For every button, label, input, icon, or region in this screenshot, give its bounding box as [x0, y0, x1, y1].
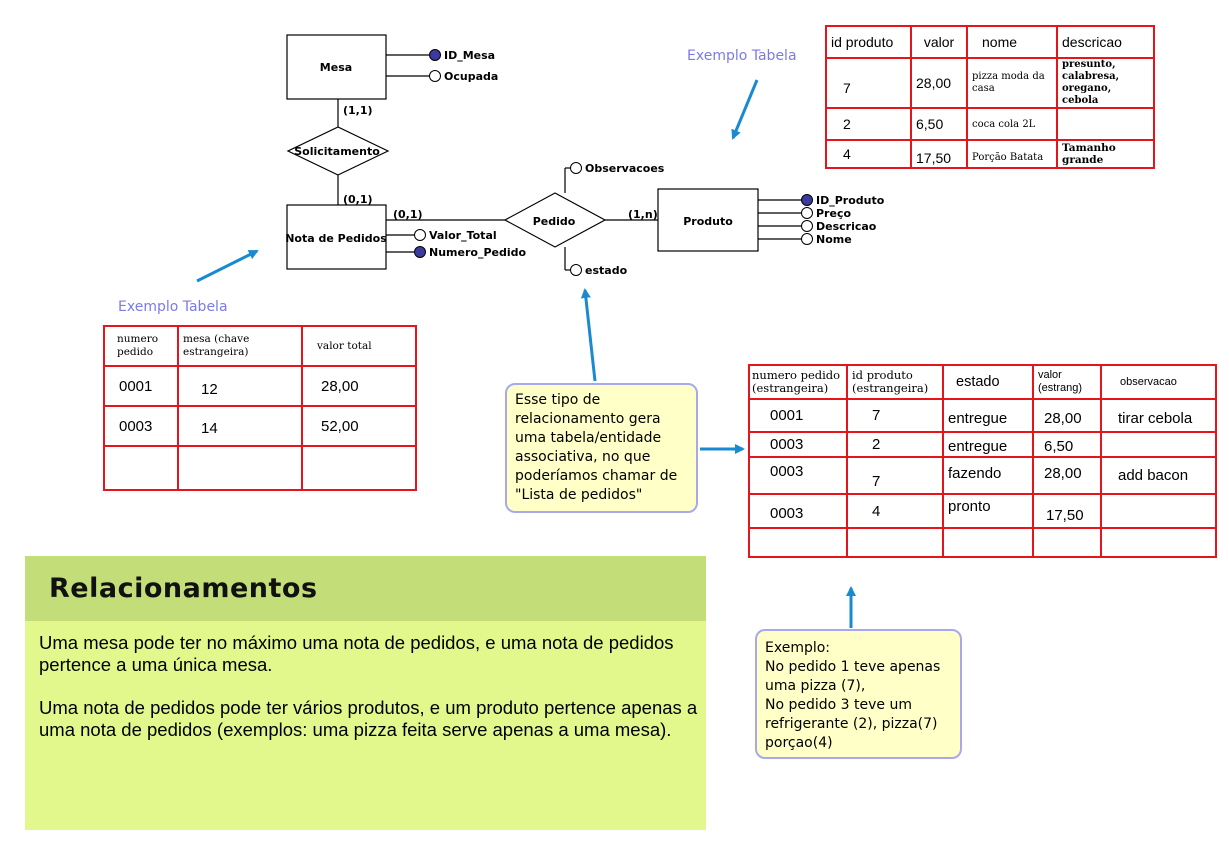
table-cell: pizza moda da casa [967, 58, 1057, 108]
table-cell: 14 [178, 406, 302, 446]
header-cell: id produto (estrangeira) [847, 365, 943, 399]
table-cell: 28,00 [1033, 457, 1101, 494]
table-header-row [749, 365, 1216, 399]
cardinality-nota-pedido: (0,1) [393, 208, 423, 221]
arrow-icon [585, 290, 595, 381]
table-cell: 28,00 [302, 366, 416, 406]
arrow-icon [197, 251, 257, 281]
table-row [749, 494, 1216, 528]
cardinality-mesa: (1,1) [343, 104, 373, 117]
cardinality-nota-solicitamento: (0,1) [343, 193, 373, 206]
attr-icon [802, 221, 813, 232]
table-cell: Porção Batata [967, 140, 1057, 168]
relationship-pedido-label: Pedido [532, 215, 576, 228]
header-cell: observacao [1101, 365, 1216, 399]
table-header-row [104, 326, 416, 366]
relacionamentos-panel [25, 556, 706, 830]
key-attr-icon [430, 50, 441, 61]
table-cell: 28,00 [1033, 399, 1101, 432]
table-cell: 0001 [104, 366, 178, 406]
attr-icon [571, 163, 582, 174]
table-cell: 17,50 [1033, 494, 1101, 528]
table-cell: 7 [847, 457, 943, 494]
note-exemplo: Exemplo: No pedido 1 teve apenas uma pizza (7), No pedido 3 teve um refrigerante (2), pizza(7) porçao(4) [755, 629, 962, 759]
attr-nome: Nome [816, 233, 852, 246]
table-cell: entregue [943, 432, 1033, 457]
attr-icon [802, 234, 813, 245]
note-associativa: Esse tipo de relacionamento gera uma tabela/entidade associativa, no que poderíamos chamar de "Lista de pedidos" [505, 383, 698, 513]
table-cell [1101, 432, 1216, 457]
attr-icon [430, 71, 441, 82]
attr-ocupada: Ocupada [444, 70, 499, 83]
key-attr-icon [802, 195, 813, 206]
table-row [826, 140, 1154, 168]
attr-observacoes: Observacoes [585, 162, 665, 175]
lista-pedidos-table [748, 364, 1217, 558]
table-cell: 6,50 [911, 108, 967, 140]
key-attr-icon [415, 247, 426, 258]
relacionamentos-title: Relacionamentos [49, 573, 318, 604]
table-row [826, 58, 1154, 108]
nota-table [103, 325, 417, 491]
header-cell: descricao [1057, 26, 1154, 58]
attr-icon [571, 265, 582, 276]
relacionamentos-paragraph-1: Uma mesa pode ter no máximo uma nota de pedidos, e uma nota de pedidos pertence a uma única mesa. [39, 632, 674, 675]
attr-preco: Preço [816, 207, 852, 220]
attr-numero-pedido: Numero_Pedido [429, 246, 527, 259]
table-row [826, 108, 1154, 140]
table-cell: tirar cebola [1101, 399, 1216, 432]
header-cell: valor total [302, 326, 416, 366]
table-cell: 6,50 [1033, 432, 1101, 457]
table-cell: 0003 [749, 457, 847, 494]
table-cell [1057, 108, 1154, 140]
table-cell: 12 [178, 366, 302, 406]
table-cell: 0003 [104, 406, 178, 446]
entity-nota-label: Nota de Pedidos [285, 232, 387, 245]
header-cell: numero pedido [104, 326, 178, 366]
exemplo-tabela-label-top: Exemplo Tabela [687, 48, 797, 64]
table-row [104, 366, 416, 406]
produto-table [825, 25, 1155, 169]
table-cell: 2 [847, 432, 943, 457]
table-cell: entregue [943, 399, 1033, 432]
header-cell: valor [911, 26, 967, 58]
table-row [104, 406, 416, 446]
table-cell: add bacon [1101, 457, 1216, 494]
relacionamentos-header [25, 556, 706, 621]
table-row-empty [749, 528, 1216, 557]
table-cell: coca cola 2L [967, 108, 1057, 140]
table-cell: fazendo [943, 457, 1033, 494]
header-cell: valor (estrang) [1033, 365, 1101, 399]
attr-icon [802, 208, 813, 219]
table-header-row [826, 26, 1154, 58]
header-cell: estado [943, 365, 1033, 399]
entity-produto-label: Produto [683, 215, 733, 228]
entity-mesa-label: Mesa [319, 61, 353, 74]
attr-id-mesa: ID_Mesa [444, 49, 496, 62]
table-cell: 7 [826, 58, 911, 108]
table-cell: 28,00 [911, 58, 967, 108]
attr-descricao: Descricao [816, 220, 877, 233]
header-cell: nome [967, 26, 1057, 58]
table-cell: Tamanho grande [1057, 140, 1154, 168]
arrow-icon [733, 80, 757, 138]
table-cell: 7 [847, 399, 943, 432]
table-cell [1101, 494, 1216, 528]
attr-estado: estado [585, 264, 628, 277]
table-cell: 4 [847, 494, 943, 528]
cardinality-produto: (1,n) [628, 208, 658, 221]
relacionamentos-paragraph-2: Uma nota de pedidos pode ter vários produtos, e um produto pertence apenas a uma nota de pedidos (exemplos: uma pizza feita serve apenas a uma mesa). [39, 697, 698, 740]
table-cell: 4 [826, 140, 911, 168]
header-cell: numero pedido (estrangeira) [749, 365, 847, 399]
relationship-solicitamento-label: Solicitamento [294, 145, 380, 158]
table-row [749, 457, 1216, 494]
table-cell: pronto [943, 494, 1033, 528]
header-cell: mesa (chave estrangeira) [178, 326, 302, 366]
attr-valor-total: Valor_Total [429, 229, 497, 242]
attr-id-produto: ID_Produto [816, 194, 885, 207]
table-row-empty [104, 446, 416, 490]
table-cell: 0003 [749, 432, 847, 457]
table-row [749, 432, 1216, 457]
table-cell: 2 [826, 108, 911, 140]
table-cell: 17,50 [911, 140, 967, 168]
attr-icon [415, 230, 426, 241]
exemplo-tabela-label-left: Exemplo Tabela [118, 299, 228, 315]
table-cell: presunto, calabresa, oregano, cebola [1057, 58, 1154, 108]
table-cell: 0003 [749, 494, 847, 528]
table-cell: 52,00 [302, 406, 416, 446]
table-row [749, 399, 1216, 432]
header-cell: id produto [826, 26, 911, 58]
table-cell: 0001 [749, 399, 847, 432]
